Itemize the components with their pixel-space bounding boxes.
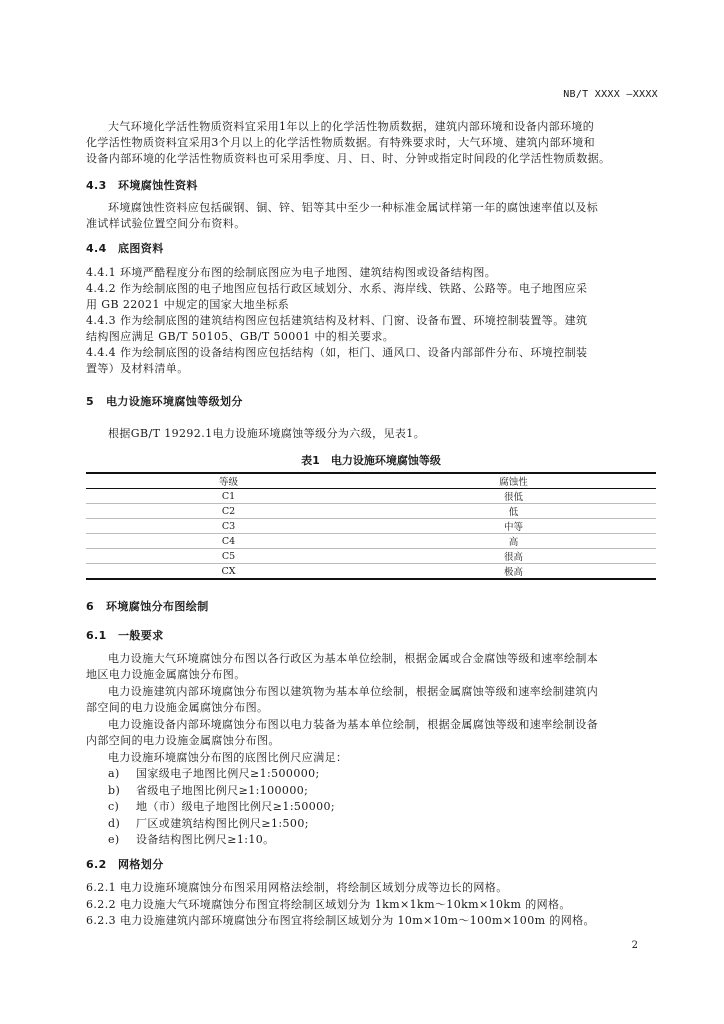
scale-item-e — [108, 831, 678, 847]
section-title: 环境腐蚀分布图绘制 — [106, 600, 209, 613]
clause-text: 电力设施大气环境腐蚀分布图宜将绘制区域划分为 1km×1km～10km×10km 的网格。 — [120, 898, 571, 911]
grade-cell: C5 — [86, 549, 371, 564]
section-number: 6.1 — [86, 629, 107, 642]
section-6-2-heading — [86, 856, 656, 872]
section-number: 4.3 — [86, 179, 107, 192]
s6-1-para-1-line-1: 电力设施大气环境腐蚀分布图以各行政区为基本单位绘制，根据金属或合金腐蚀等级和速率绘制本 — [108, 652, 599, 665]
clause-number: 6.2.3 — [86, 914, 116, 927]
clause-text: 作为绘制底图的建筑结构图应包括建筑结构及材料、门窗、设备布置、环境控制装置等。建筑 — [120, 314, 588, 327]
clause-6-2-2 — [86, 896, 656, 912]
section-title: 底图资料 — [118, 242, 164, 255]
s6-1-para-2-line-1: 电力设施建筑内部环境腐蚀分布图以建筑物为基本单位绘制，根据金属腐蚀等级和速率绘制建筑内 — [108, 685, 599, 698]
corrosivity-cell: 高 — [371, 534, 656, 549]
list-text: 设备结构图比例尺≥1:10。 — [136, 833, 275, 846]
clause-text: 电力设施环境腐蚀分布图采用网格法绘制，将绘制区域划分成等边长的网格。 — [120, 881, 508, 894]
grade-cell: C4 — [86, 534, 371, 549]
scale-item-b — [108, 782, 678, 798]
clause-text: 环境严酷程度分布图的绘制底图应为电子地图、建筑结构图或设备结构图。 — [120, 266, 497, 279]
clause-6-2-3 — [86, 912, 656, 928]
clause-text: 作为绘制底图的电子地图应包括行政区域划分、水系、海岸线、铁路、公路等。电子地图应采 — [120, 282, 588, 295]
table-row — [86, 519, 656, 534]
clause-text: 作为绘制底图的设备结构图应包括结构（如，柜门、通风口、设备内部部件分布、环境控制装 — [120, 346, 588, 359]
clause-6-2-1 — [86, 879, 656, 895]
clause-number: 6.2.2 — [86, 898, 116, 911]
s4-3-line-1: 环境腐蚀性资料应包括碳钢、铜、锌、铝等其中至少一种标准金属试样第一年的腐蚀速率值以及标 — [108, 201, 599, 214]
corrosivity-cell: 极高 — [371, 564, 656, 580]
clause-number: 6.2.1 — [86, 881, 116, 894]
header-corrosivity: 腐蚀性 — [371, 473, 656, 489]
page-number: 2 — [631, 940, 638, 951]
section-number: 5 — [86, 395, 95, 408]
section-5-text: 根据GB/T 19292.1电力设施环境腐蚀等级分为六级，见表1。 — [108, 427, 426, 440]
table-header-row — [86, 473, 656, 489]
s6-1-para-3-line-2: 内部空间的电力设施金属腐蚀分布图。 — [86, 734, 280, 747]
corrosion-grade-table — [86, 472, 656, 580]
grade-cell: CX — [86, 564, 371, 580]
section-title: 环境腐蚀性资料 — [118, 179, 198, 192]
s6-1-para-3-line-1: 电力设施设备内部环境腐蚀分布图以电力装备为基本单位绘制，根据金属腐蚀等级和速率绘制设备 — [108, 718, 599, 731]
section-number: 6 — [86, 600, 95, 613]
section-title: 电力设施环境腐蚀等级划分 — [106, 395, 243, 408]
corrosivity-cell: 很低 — [371, 489, 656, 504]
list-label: b) — [108, 784, 121, 797]
table-row — [86, 504, 656, 519]
clause-number: 4.4.2 — [86, 282, 116, 295]
section-number: 6.2 — [86, 858, 107, 871]
clause-4-4-3-cont: 结构图应满足 GB/T 50105、GB/T 50001 中的相关要求。 — [86, 330, 395, 343]
section-title: 一般要求 — [118, 629, 164, 642]
list-text: 省级电子地图比例尺≥1:100000; — [136, 784, 309, 797]
clause-number: 4.4.1 — [86, 266, 116, 279]
section-6-1-heading — [86, 627, 656, 643]
section-6-heading — [86, 598, 656, 614]
corrosivity-cell: 很高 — [371, 549, 656, 564]
table-row — [86, 549, 656, 564]
corrosivity-cell: 中等 — [371, 519, 656, 534]
table-row — [86, 489, 656, 504]
table-row — [86, 534, 656, 549]
list-label: d) — [108, 817, 121, 830]
grade-cell: C2 — [86, 504, 371, 519]
scale-item-c — [108, 798, 678, 814]
intro-line-2: 化学活性物质资料宜采用3个月以上的化学活性物质数据。有特殊要求时，大气环境、建筑内部环境和 — [86, 136, 595, 149]
table-1-caption: 表1 电力设施环境腐蚀等级 — [301, 454, 441, 467]
grade-cell: C1 — [86, 489, 371, 504]
clause-4-4-4-cont: 置等）及材料清单。 — [86, 362, 189, 375]
section-5-heading — [86, 393, 656, 409]
corrosivity-cell: 低 — [371, 504, 656, 519]
clause-4-4-2 — [86, 280, 656, 296]
clause-4-4-3 — [86, 312, 656, 328]
intro-line-3: 设备内部环境的化学活性物质资料也可采用季度、月、日、时、分钟或指定时间段的化学活性物质数据。 — [86, 152, 611, 165]
grade-cell: C3 — [86, 519, 371, 534]
section-number: 4.4 — [86, 242, 107, 255]
clause-number: 4.4.3 — [86, 314, 116, 327]
clause-4-4-4 — [86, 344, 656, 360]
list-label: e) — [108, 833, 120, 846]
scale-item-d — [108, 815, 678, 831]
section-title: 网格划分 — [118, 858, 164, 871]
clause-4-4-2-cont: 用 GB 22021 中规定的国家大地坐标系 — [86, 298, 290, 311]
table-row — [86, 564, 656, 580]
scale-item-a — [108, 765, 678, 781]
section-4-3-heading — [86, 177, 656, 193]
list-text: 国家级电子地图比例尺≥1:500000; — [136, 767, 320, 780]
scale-intro: 电力设施环境腐蚀分布图的底图比例尺应满足： — [108, 751, 348, 764]
header-grade: 等级 — [86, 473, 371, 489]
list-text: 厂区或建筑结构图比例尺≥1:500; — [136, 817, 309, 830]
s4-3-line-2: 准试样试验位置空间分布资料。 — [86, 217, 246, 230]
list-label: a) — [108, 767, 120, 780]
s6-1-para-1-line-2: 地区电力设施金属腐蚀分布图。 — [86, 668, 246, 681]
s6-1-para-2-line-2: 部空间的电力设施金属腐蚀分布图。 — [86, 701, 269, 714]
clause-4-4-1 — [86, 264, 656, 280]
section-4-4-heading — [86, 240, 656, 256]
clause-text: 电力设施建筑内部环境腐蚀分布图宜将绘制区域划分为 10m×10m～100m×100m 的网格。 — [120, 914, 595, 927]
standard-number-header: NB/T XXXX —XXXX — [563, 89, 658, 100]
list-text: 地（市）级电子地图比例尺≥1:50000; — [136, 800, 336, 813]
intro-line-1: 大气环境化学活性物质资料宜采用1年以上的化学活性物质数据，建筑内部环境和设备内部环境的 — [108, 120, 595, 133]
clause-number: 4.4.4 — [86, 346, 116, 359]
list-label: c) — [108, 800, 120, 813]
